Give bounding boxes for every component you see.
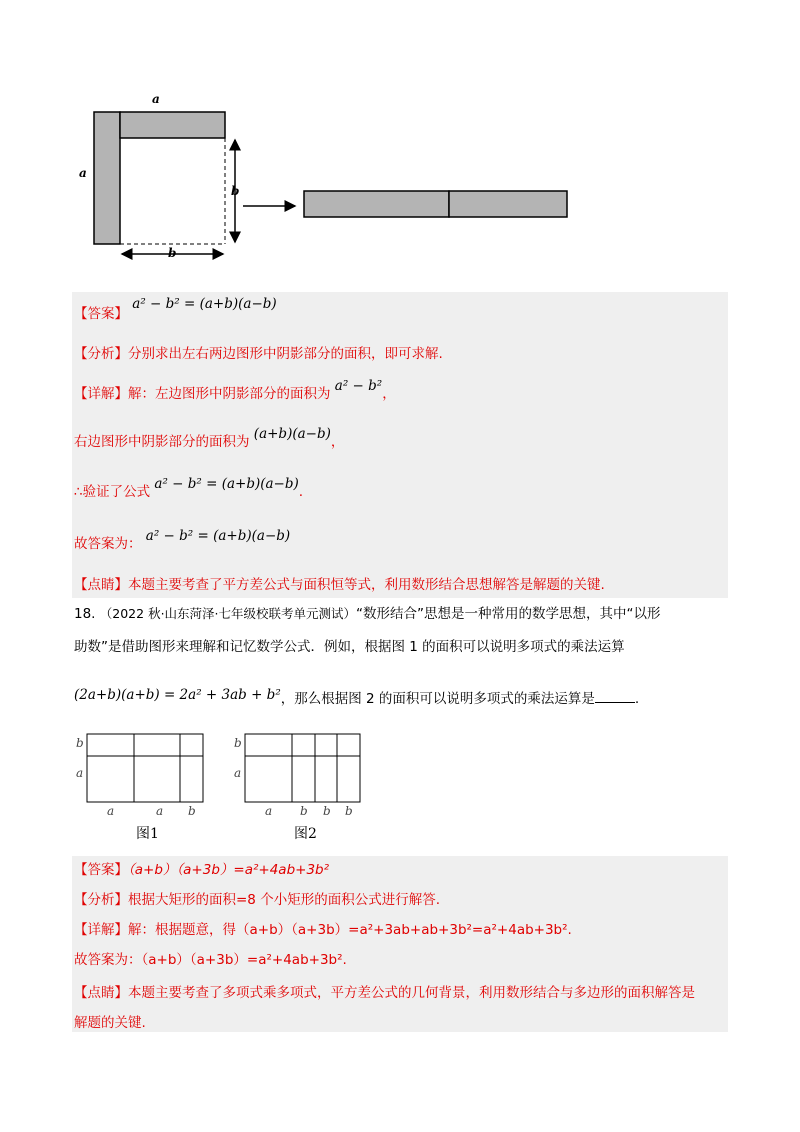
analysis-text: 分别求出左右两边图形中阴影部分的面积，即可求解.: [128, 346, 443, 362]
q18-comment-2: [74, 1013, 146, 1033]
analysis-tag: 【分析】: [74, 892, 128, 908]
detail-text: 解：根据题意，得（a+b）（a+3b）=a²+3ab+ab+3b²=a²+4ab+3b².: [128, 922, 572, 938]
label-a-top: a: [152, 92, 160, 106]
fig2-left-label-b: b: [234, 736, 242, 750]
q18-comment-1: [74, 983, 695, 1003]
fig2-bottom-label-1: a: [265, 804, 273, 818]
comment-text: 本题主要考查了平方差公式与面积恒等式，利用数形结合思想解答是解题的关键.: [128, 577, 605, 593]
top-shaded-strip: [120, 112, 225, 138]
comment-tag: 【点睛】: [74, 577, 128, 593]
answer-blank: [595, 688, 635, 703]
detail-text-1: 解：左边图形中阴影部分的面积为: [128, 386, 331, 402]
stem-end: .: [634, 691, 640, 707]
q17-final: [74, 528, 291, 554]
fig1-bottom-label-3: b: [188, 804, 196, 818]
analysis-text: 根据大矩形的面积=8 个小矩形的面积公式进行解答.: [128, 892, 440, 908]
fig1-caption: 图1: [136, 826, 159, 842]
q17-detail-3: [74, 476, 304, 502]
fig2-caption: 图2: [294, 826, 317, 842]
q17-detail-2: [74, 426, 345, 452]
fig2-left-label-a: a: [234, 766, 242, 780]
q18-analysis: [74, 890, 440, 910]
fig1-left-label-a: a: [76, 766, 84, 780]
figure-1-svg: [70, 728, 220, 808]
label-b-right: b: [231, 184, 240, 198]
final-text: 故答案为：（a+b）（a+3b）=a²+4ab+3b².: [74, 952, 347, 968]
fig1-bottom-label-2: a: [156, 804, 164, 818]
q18-stem-line-1: [74, 604, 661, 624]
detail-formula-3: a² − b² = (a+b)(a−b): [154, 476, 299, 492]
analysis-tag: 【分析】: [74, 346, 128, 362]
final-text: 故答案为：: [74, 536, 142, 552]
figure-17: [70, 90, 590, 270]
fig2-bottom-label-3: b: [323, 804, 331, 818]
fig1-bottom-label-1: a: [107, 804, 115, 818]
comment-tag: 【点睛】: [74, 985, 128, 1001]
detail-formula-1: a² − b²: [334, 378, 383, 394]
stem-line-1: “数形结合”思想是一种常用的数学思想，其中“以形: [356, 606, 661, 622]
answer-tag: 【答案】: [74, 862, 128, 878]
q18-answer: [74, 860, 329, 880]
answer-formula: a² − b² = (a+b)(a−b): [132, 296, 277, 312]
answer-tag: 【答案】: [74, 306, 128, 322]
right-rect-left-part: [304, 191, 449, 217]
label-b-bottom: b: [168, 246, 177, 260]
fig2-bottom-label-4: b: [345, 804, 353, 818]
q18-solution-panel: [72, 856, 728, 1032]
q17-answer: [74, 296, 277, 324]
detail-text-2: 右边图形中阴影部分的面积为: [74, 434, 250, 450]
detail-punct-1: ，: [382, 386, 396, 402]
figure-17-svg: [70, 90, 590, 270]
question-source: （2022 秋·山东菏泽·七年级校联考单元测试）: [99, 606, 357, 621]
label-a-left: a: [79, 166, 87, 180]
q17-detail-1: [74, 378, 396, 404]
q18-stem-line-2: [74, 637, 625, 657]
figure-2: [228, 728, 378, 848]
q18-stem-line-3: [74, 688, 639, 709]
q18-final: [74, 950, 347, 970]
figure-1: [70, 728, 220, 848]
answer-text: （a+b）（a+3b）=a²+4ab+3b²: [128, 862, 330, 878]
detail-punct-2: ，: [330, 434, 345, 450]
stem-line-2: 助数”是借助图形来理解和记忆数学公式．例如，根据图 1 的面积可以说明多项式的乘法运算: [74, 639, 625, 655]
detail-text-3: ∴验证了公式: [74, 484, 151, 500]
comment-line-2: 解题的关键.: [74, 1015, 146, 1031]
comment-line-1: 本题主要考查了多项式乘多项式，平方差公式的几何背景，利用数形结合与多边形的面积解答是: [128, 985, 695, 1001]
detail-tag: 【详解】: [74, 386, 128, 402]
detail-tag: 【详解】: [74, 922, 128, 938]
detail-formula-2: (a+b)(a−b): [253, 426, 331, 442]
detail-punct-3: .: [298, 484, 304, 500]
fig2-bottom-label-2: b: [300, 804, 308, 818]
fig1-left-label-b: b: [76, 736, 84, 750]
left-shaded-strip: [94, 112, 120, 244]
right-rect-right-part: [449, 191, 567, 217]
q17-analysis: [74, 344, 443, 364]
stem-line-3: ，那么根据图 2 的面积可以说明多项式的乘法运算是: [280, 691, 595, 707]
q17-comment: [74, 575, 605, 595]
q18-detail: [74, 920, 572, 940]
figure-2-svg: [228, 728, 378, 808]
question-number: 18.: [74, 606, 96, 622]
final-formula: a² − b² = (a+b)(a−b): [145, 528, 291, 544]
stem-formula: (2a+b)(a+b) = 2a² + 3ab + b²: [74, 687, 281, 703]
